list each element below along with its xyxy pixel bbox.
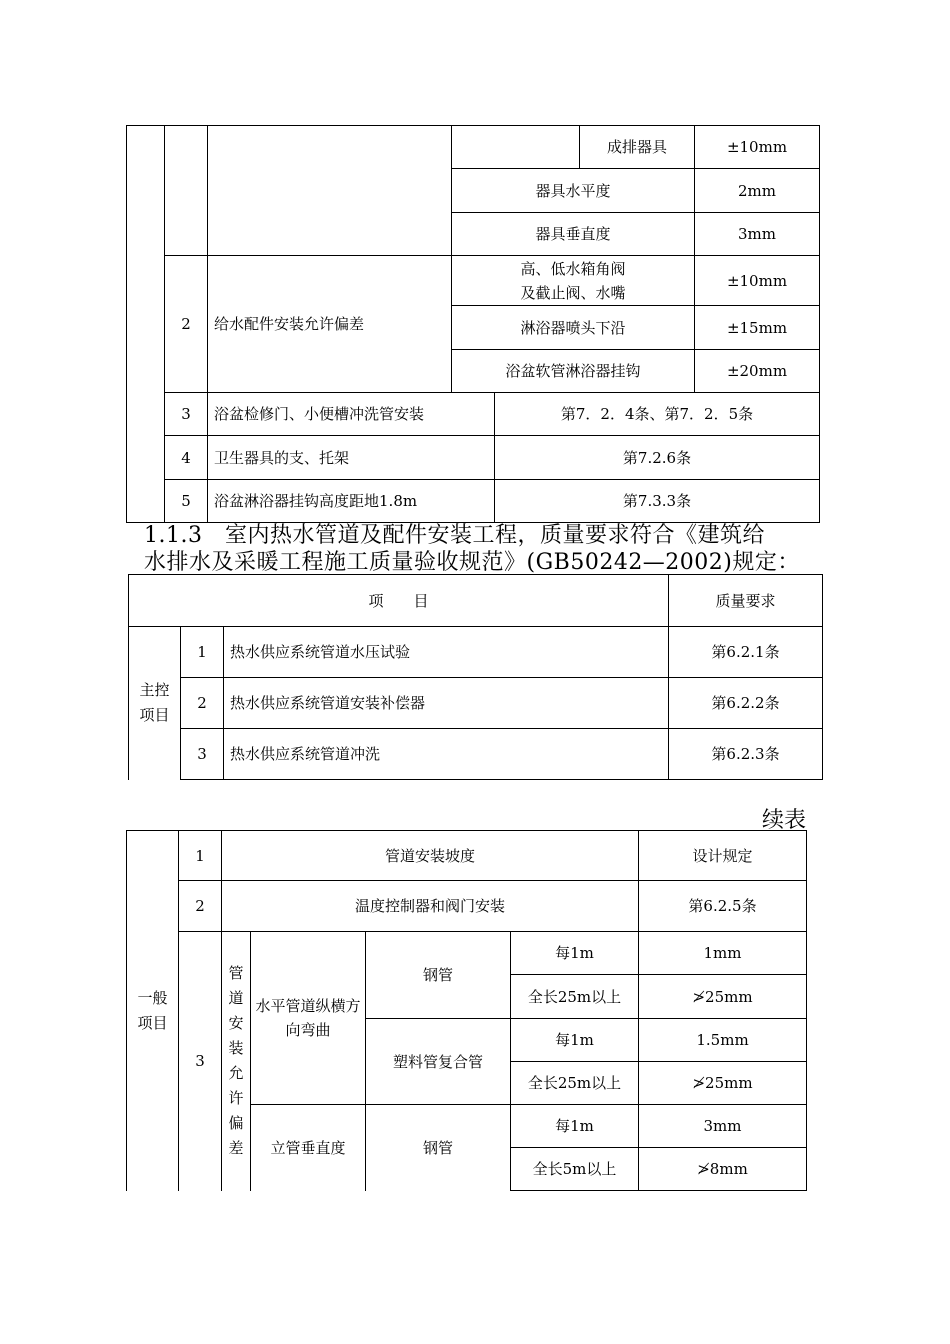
table1-value: ±10mm (695, 256, 820, 306)
table2-row-name: 热水供应系统管道冲洗 (224, 729, 669, 780)
table3-row-req: 设计规定 (639, 831, 807, 881)
table3-value: 3mm (639, 1105, 807, 1148)
section-heading-line: 1.1.3 室内热水管道及配件安装工程，质量要求符合《建筑给 (144, 523, 765, 548)
table3-value: ≯8mm (639, 1148, 807, 1191)
table-3 (126, 830, 807, 1191)
table3-steel: 钢管 (366, 932, 511, 1019)
table3-value: 1.5mm (639, 1019, 807, 1062)
table1-group2-no: 2 (165, 256, 208, 393)
table3-span: 全长25m以上 (511, 1062, 639, 1105)
table2-row-name: 热水供应系统管道安装补偿器 (224, 678, 669, 729)
table3-horizontal (251, 932, 366, 1105)
table3-row-name: 温度控制器和阀门安装 (222, 881, 639, 932)
table1-row-name: 浴盆淋浴器挂钩高度距地1.8m (208, 480, 495, 523)
table1-item: 淋浴器喷头下沿 (452, 306, 695, 350)
table3-span: 每1m (511, 1105, 639, 1148)
table3-row-no: 1 (179, 831, 222, 881)
table2-row-no: 3 (181, 729, 224, 780)
table3-category (222, 932, 251, 1191)
table1-value: ±20mm (695, 350, 820, 393)
table1-item (452, 256, 695, 306)
table1-row-no: 5 (165, 480, 208, 523)
table2-row-req: 第6.2.2条 (669, 678, 823, 729)
table1-item-line: 高、低水箱角阀 (520, 259, 626, 278)
table1-row-name: 浴盆检修门、小便槽冲洗管安装 (208, 393, 495, 436)
table3-row-name: 管道安装坡度 (222, 831, 639, 881)
table1-value: ±15mm (695, 306, 820, 350)
table1-group2-name: 给水配件安装允许偏差 (208, 256, 452, 393)
table3-value: 1mm (639, 932, 807, 975)
table3-row3-no: 3 (179, 932, 222, 1191)
table2-group (129, 627, 181, 780)
table2-row-name: 热水供应系统管道水压试验 (224, 627, 669, 678)
table3-span: 每1m (511, 1019, 639, 1062)
table1-row-no: 4 (165, 436, 208, 480)
table2-row-no: 2 (181, 678, 224, 729)
table2-row-req: 第6.2.3条 (669, 729, 823, 780)
table1-group-cell (127, 126, 165, 523)
table1-row-no: 3 (165, 393, 208, 436)
table-1 (126, 125, 820, 523)
section-heading (144, 522, 814, 576)
table1-item-line: 及截止阀、水嘴 (520, 283, 626, 302)
table3-vsteel: 钢管 (366, 1105, 511, 1191)
table1-row-req: 第7.3.3条 (495, 480, 820, 523)
table3-vertical: 立管垂直度 (251, 1105, 366, 1191)
table2-header-item: 项 目 (129, 575, 669, 627)
table1-item: 成排器具 (580, 126, 695, 169)
table3-span: 全长25m以上 (511, 975, 639, 1019)
table1-value: 2mm (695, 169, 820, 213)
continued-label: 续表 (762, 808, 807, 833)
table3-row-req: 第6.2.5条 (639, 881, 807, 932)
table1-blank-cell (452, 126, 580, 169)
table1-value: 3mm (695, 213, 820, 256)
table3-span: 全长5m以上 (511, 1148, 639, 1191)
table3-row-no: 2 (179, 881, 222, 932)
table1-value: ±10mm (695, 126, 820, 169)
table2-row-no: 1 (181, 627, 224, 678)
table2-group-label: 主控项目 (139, 681, 170, 725)
table3-category-label: 管道安装允许偏差 (228, 964, 244, 1158)
table1-name-cell (208, 126, 452, 256)
table1-item: 浴盆软管淋浴器挂钩 (452, 350, 695, 393)
table3-plastic: 塑料管复合管 (366, 1019, 511, 1105)
table1-no-cell (165, 126, 208, 256)
table3-value: ≯25mm (639, 975, 807, 1019)
table-2 (128, 574, 823, 780)
table3-group (127, 831, 179, 1191)
table1-item: 器具垂直度 (452, 213, 695, 256)
table3-value: ≯25mm (639, 1062, 807, 1105)
table2-header-req: 质量要求 (669, 575, 823, 627)
table3-group-label: 一般项目 (137, 988, 168, 1032)
table3-span: 每1m (511, 932, 639, 975)
section-heading-line: 水排水及采暖工程施工质量验收规范》(GB50242—2002)规定： (144, 550, 800, 575)
table1-row-name: 卫生器具的支、托架 (208, 436, 495, 480)
table2-row-req: 第6.2.1条 (669, 627, 823, 678)
table1-row-req: 第7．2．4条、第7．2．5条 (495, 393, 820, 436)
table1-item: 器具水平度 (452, 169, 695, 213)
table3-horizontal-label: 水平管道纵横方向弯曲 (255, 997, 361, 1039)
table1-row-req: 第7.2.6条 (495, 436, 820, 480)
